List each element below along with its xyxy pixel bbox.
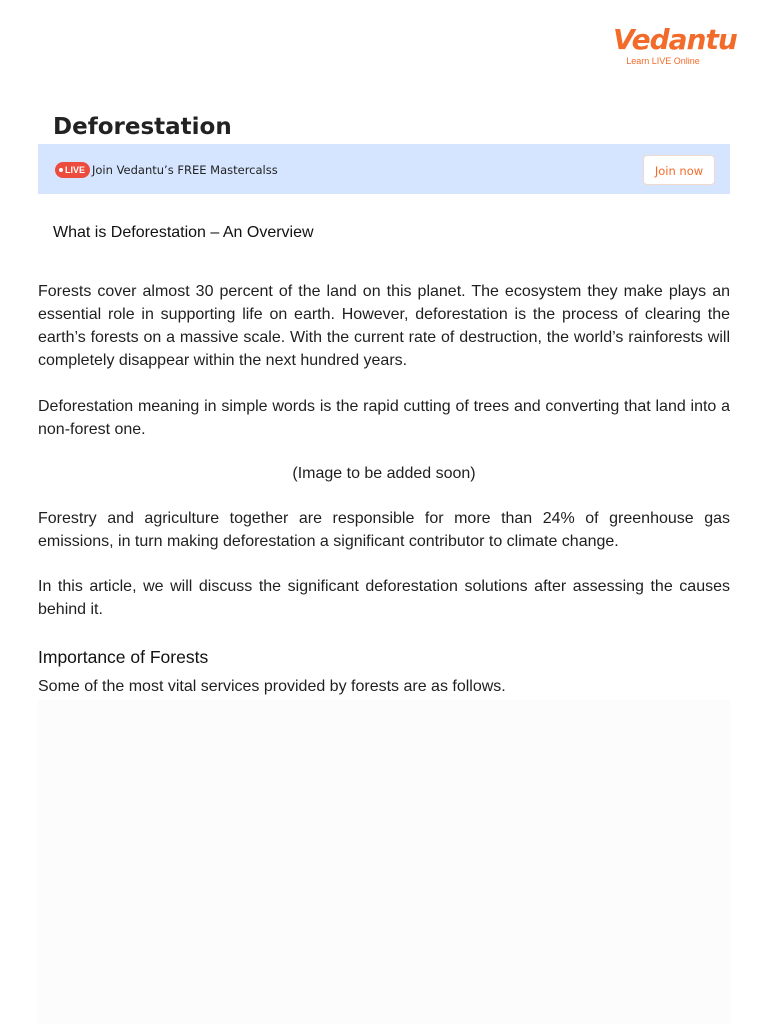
page-background bbox=[38, 700, 730, 1024]
paragraph: Forestry and agriculture together are responsible for more than 24% of greenhouse gas emissions, in turn making deforestation a significant contributor to climate change. bbox=[38, 510, 730, 550]
subheading: Importance of Forests bbox=[38, 647, 209, 667]
masterclass-banner[interactable] bbox=[38, 144, 730, 194]
paragraph: Forests cover almost 30 percent of the land on this planet. The ecosystem they make plays an essential role in supporting life on earth. However, deforestation is the process of clearing the earth’s forests on a massive scale. With the current rate of destruction, the world’s rainforests will completely disappear within the next hundred years. bbox=[38, 283, 730, 369]
banner-text: Join Vedantu’s FREE Mastercalss bbox=[92, 163, 278, 177]
intro-paragraph: Some of the most vital services provided by forests are as follows. bbox=[38, 678, 506, 695]
logo-wordmark: Vedantu bbox=[613, 23, 737, 56]
live-badge bbox=[55, 162, 90, 178]
logo-tagline: Learn LIVE Online bbox=[626, 56, 700, 66]
image-placeholder-text: (Image to be added soon) bbox=[292, 465, 476, 482]
paragraph: Deforestation meaning in simple words is the rapid cutting of trees and converting that land into a non-forest one. bbox=[38, 398, 730, 438]
vedantu-logo[interactable] bbox=[613, 23, 737, 72]
paragraph: In this article, we will discuss the significant deforestation solutions after assessing the causes behind it. bbox=[38, 578, 730, 618]
live-dot-icon bbox=[59, 168, 63, 172]
join-now-button[interactable]: Join now bbox=[643, 155, 715, 185]
page-title: Deforestation bbox=[53, 114, 232, 140]
live-badge-label: LIVE bbox=[65, 165, 86, 175]
section-heading: What is Deforestation – An Overview bbox=[53, 224, 314, 241]
